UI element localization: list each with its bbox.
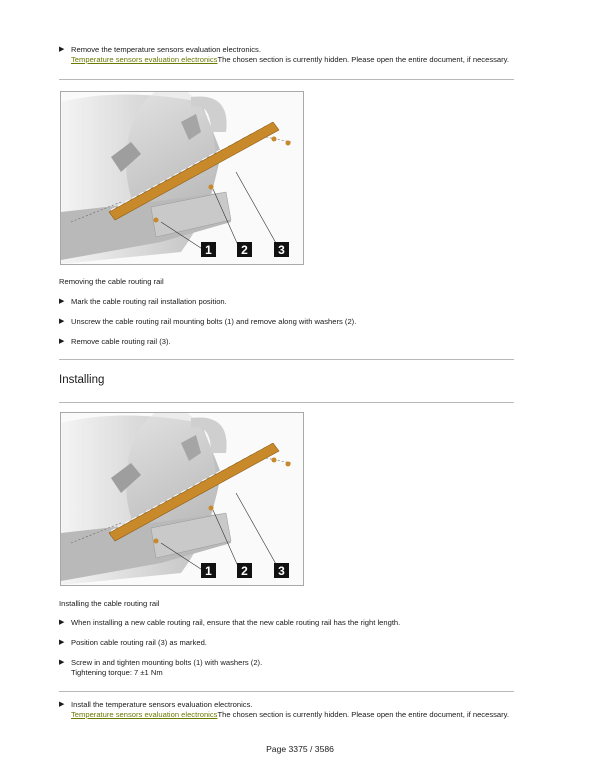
callout-3: 3 <box>278 243 285 257</box>
bullet-arrow-icon: ▶ <box>59 701 65 708</box>
section-heading-installing: Installing <box>59 374 105 386</box>
bullet-arrow-icon: ▶ <box>59 298 65 305</box>
bullet-arrow-icon: ▶ <box>59 619 65 626</box>
figure-caption-installing: Installing the cable routing rail <box>59 599 160 608</box>
bullet-arrow-icon: ▶ <box>59 338 65 345</box>
step-text: Position cable routing rail (3) as marked. <box>71 638 207 647</box>
step-text: Remove the temperature sensors evaluation electronics. <box>71 45 261 54</box>
callout-3: 3 <box>278 564 285 578</box>
bullet-arrow-icon: ▶ <box>59 46 65 53</box>
hidden-note: The chosen section is currently hidden. Please open the entire document, if necessary. <box>217 55 510 64</box>
step-link-line <box>71 710 531 720</box>
electronics-link[interactable]: Temperature sensors evaluation electronics <box>71 55 218 64</box>
bullet-arrow-icon: ▶ <box>59 659 65 666</box>
step-text: Remove cable routing rail (3). <box>71 337 171 346</box>
bullet-arrow-icon: ▶ <box>59 639 65 646</box>
figure-removing <box>60 91 304 265</box>
step-link-line <box>71 55 531 65</box>
tightening-torque: Tightening torque: 7 ±1 Nm <box>71 668 163 677</box>
callout-1: 1 <box>205 564 212 578</box>
page-number: Page 3375 / 3586 <box>266 744 334 754</box>
divider <box>59 359 514 360</box>
step-text: Unscrew the cable routing rail mounting bolts (1) and remove along with washers (2). <box>71 317 357 326</box>
callout-1: 1 <box>205 243 212 257</box>
electronics-link[interactable]: Temperature sensors evaluation electronics <box>71 710 218 719</box>
divider <box>59 79 514 80</box>
figure-installing <box>60 412 304 586</box>
callout-2: 2 <box>241 243 248 257</box>
divider <box>59 691 514 692</box>
bullet-arrow-icon: ▶ <box>59 318 65 325</box>
step-text: When installing a new cable routing rail, ensure that the new cable routing rail has the right length. <box>71 618 401 627</box>
step-text: Install the temperature sensors evaluation electronics. <box>71 700 253 709</box>
hidden-note: The chosen section is currently hidden. Please open the entire document, if necessary. <box>217 710 510 719</box>
figure-caption-removing: Removing the cable routing rail <box>59 277 164 286</box>
divider <box>59 402 514 403</box>
callout-2: 2 <box>241 564 248 578</box>
illustration-installing <box>61 413 303 585</box>
illustration-removing <box>61 92 303 264</box>
step-text: Mark the cable routing rail installation position. <box>71 297 227 306</box>
step-text: Screw in and tighten mounting bolts (1) with washers (2). <box>71 658 263 667</box>
